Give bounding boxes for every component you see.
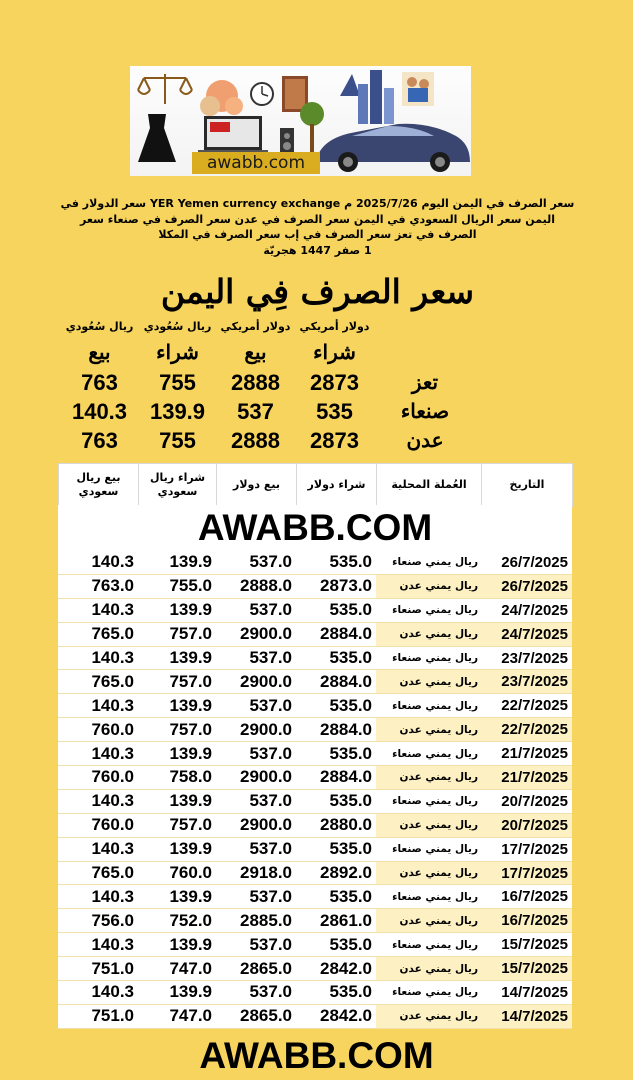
- hijri-date: 1 صفر 1447 هجريّة: [263, 243, 372, 257]
- table-row: [58, 789, 572, 813]
- summary-value: 763: [81, 428, 118, 453]
- summary-sub-sar-sell: بيع: [88, 340, 111, 364]
- cell-sar-buy: 757.0: [138, 718, 216, 742]
- table-row: [58, 766, 572, 790]
- cell-sar-sell: 760.0: [58, 718, 138, 742]
- summary-value: 139.9: [149, 399, 206, 424]
- table-row: [58, 598, 572, 622]
- cell-usd-sell: 537.0: [216, 551, 296, 574]
- cell-usd-sell: 537.0: [216, 646, 296, 670]
- table-row: [58, 981, 572, 1005]
- summary-city: عدن: [406, 428, 444, 452]
- summary-value: 2888: [231, 370, 280, 395]
- table-row: [58, 933, 572, 957]
- cell-usd-buy: 535.0: [296, 933, 376, 957]
- table-row: [58, 909, 572, 933]
- cell-date: 21/7/2025: [481, 742, 572, 766]
- cell-sar-buy: 757.0: [138, 670, 216, 694]
- cell-usd-buy: 535.0: [296, 837, 376, 861]
- cell-usd-sell: 537.0: [216, 981, 296, 1005]
- summary-header-usd-sell: دولار أمريكي: [220, 320, 291, 333]
- cell-sar-buy: 139.9: [138, 742, 216, 766]
- cell-sar-buy: 755.0: [138, 574, 216, 598]
- cell-usd-sell: 537.0: [216, 742, 296, 766]
- cell-date: 17/7/2025: [481, 837, 572, 861]
- watermark-top: AWABB.COM: [58, 505, 572, 551]
- cell-currency: ريال يمني عدن: [376, 957, 481, 981]
- cell-date: 20/7/2025: [481, 789, 572, 813]
- cell-usd-sell: 537.0: [216, 933, 296, 957]
- cell-usd-sell: 537.0: [216, 837, 296, 861]
- cell-date: 21/7/2025: [481, 766, 572, 790]
- cell-currency: ريال يمني صنعاء: [376, 694, 481, 718]
- cell-date: 20/7/2025: [481, 813, 572, 837]
- cell-currency: ريال يمني صنعاء: [376, 742, 481, 766]
- cell-sar-sell: 140.3: [58, 837, 138, 861]
- cell-sar-buy: 139.9: [138, 646, 216, 670]
- cell-usd-sell: 2900.0: [216, 766, 296, 790]
- cell-usd-buy: 2884.0: [296, 718, 376, 742]
- cell-usd-buy: 2873.0: [296, 574, 376, 598]
- cell-date: 26/7/2025: [481, 574, 572, 598]
- table-row: [58, 957, 572, 981]
- table-row: [58, 813, 572, 837]
- summary-value: 2873: [310, 370, 359, 395]
- cell-date: 15/7/2025: [481, 933, 572, 957]
- rates-table-header: [58, 463, 573, 507]
- cell-currency: ريال يمني صنعاء: [376, 789, 481, 813]
- summary-value: 537: [237, 399, 274, 424]
- intro-text: [60, 196, 575, 258]
- cell-sar-sell: 760.0: [58, 813, 138, 837]
- cell-currency: ريال يمني عدن: [376, 622, 481, 646]
- cell-usd-sell: 2865.0: [216, 957, 296, 981]
- cell-sar-sell: 765.0: [58, 622, 138, 646]
- cell-date: 24/7/2025: [481, 598, 572, 622]
- table-row: [58, 646, 572, 670]
- cell-date: 16/7/2025: [481, 909, 572, 933]
- summary-city: صنعاء: [400, 399, 450, 423]
- cell-date: 16/7/2025: [481, 885, 572, 909]
- cell-usd-buy: 2884.0: [296, 766, 376, 790]
- cell-sar-buy: 747.0: [138, 1004, 216, 1028]
- table-row: [58, 574, 572, 598]
- cell-usd-buy: 535.0: [296, 694, 376, 718]
- cell-usd-buy: 2892.0: [296, 861, 376, 885]
- cell-usd-sell: 2900.0: [216, 622, 296, 646]
- cell-sar-sell: 751.0: [58, 1004, 138, 1028]
- cell-usd-buy: 535.0: [296, 981, 376, 1005]
- cell-usd-sell: 2885.0: [216, 909, 296, 933]
- cell-date: 22/7/2025: [481, 694, 572, 718]
- cell-date: 24/7/2025: [481, 622, 572, 646]
- cell-usd-sell: 2865.0: [216, 1004, 296, 1028]
- cell-date: 22/7/2025: [481, 718, 572, 742]
- cell-sar-sell: 140.3: [58, 885, 138, 909]
- table-row: [58, 742, 572, 766]
- cell-sar-sell: 140.3: [58, 551, 138, 574]
- header-usd-buy: شراء دولار: [297, 464, 377, 507]
- header-date: التاريخ: [482, 464, 573, 507]
- header-usd-sell: بيع دولار: [217, 464, 297, 507]
- cell-date: 15/7/2025: [481, 957, 572, 981]
- summary-value: 2873: [310, 428, 359, 453]
- cell-sar-sell: 756.0: [58, 909, 138, 933]
- cell-sar-buy: 760.0: [138, 861, 216, 885]
- summary-row-aden: [0, 428, 633, 458]
- cell-date: 23/7/2025: [481, 646, 572, 670]
- cell-sar-sell: 140.3: [58, 742, 138, 766]
- cell-sar-buy: 757.0: [138, 622, 216, 646]
- cell-usd-buy: 2884.0: [296, 670, 376, 694]
- summary-header-usd-buy: دولار أمريكي: [299, 320, 370, 333]
- cell-usd-buy: 535.0: [296, 551, 376, 574]
- summary-sub-usd-sell: بيع: [244, 340, 267, 364]
- cell-usd-sell: 537.0: [216, 885, 296, 909]
- summary-header-sar-sell: ريال سُعُودي: [65, 320, 134, 333]
- summary-value: 535: [316, 399, 353, 424]
- cell-sar-buy: 139.9: [138, 885, 216, 909]
- header-sar-sell: بيع ريال سعودي: [59, 464, 139, 507]
- cell-sar-sell: 751.0: [58, 957, 138, 981]
- banner-image: [130, 66, 471, 176]
- cell-currency: ريال يمني عدن: [376, 766, 481, 790]
- cell-currency: ريال يمني صنعاء: [376, 885, 481, 909]
- cell-currency: ريال يمني صنعاء: [376, 551, 481, 574]
- cell-usd-sell: 2888.0: [216, 574, 296, 598]
- cell-sar-sell: 760.0: [58, 766, 138, 790]
- table-row: [58, 622, 572, 646]
- cell-sar-sell: 140.3: [58, 646, 138, 670]
- cell-usd-sell: 2900.0: [216, 813, 296, 837]
- cell-usd-buy: 2842.0: [296, 957, 376, 981]
- cell-sar-sell: 140.3: [58, 933, 138, 957]
- cell-sar-buy: 139.9: [138, 598, 216, 622]
- cell-date: 17/7/2025: [481, 861, 572, 885]
- table-row: [58, 670, 572, 694]
- cell-currency: ريال يمني صنعاء: [376, 933, 481, 957]
- cell-sar-sell: 140.3: [58, 981, 138, 1005]
- cell-currency: ريال يمني عدن: [376, 909, 481, 933]
- summary-value: 755: [159, 370, 196, 395]
- cell-currency: ريال يمني صنعاء: [376, 598, 481, 622]
- cell-usd-buy: 2884.0: [296, 622, 376, 646]
- rates-table-body: [58, 551, 572, 1028]
- cell-usd-buy: 535.0: [296, 789, 376, 813]
- cell-sar-buy: 747.0: [138, 957, 216, 981]
- table-row: [58, 837, 572, 861]
- cell-usd-buy: 2880.0: [296, 813, 376, 837]
- cell-currency: ريال يمني عدن: [376, 861, 481, 885]
- cell-sar-sell: 765.0: [58, 861, 138, 885]
- table-row: [58, 551, 572, 574]
- cell-currency: ريال يمني صنعاء: [376, 646, 481, 670]
- cell-usd-buy: 535.0: [296, 742, 376, 766]
- cell-date: 26/7/2025: [481, 551, 572, 574]
- summary-sub-sar-buy: شراء: [156, 340, 199, 364]
- cell-currency: ريال يمني عدن: [376, 718, 481, 742]
- table-row: [58, 694, 572, 718]
- table-row: [58, 718, 572, 742]
- cell-currency: ريال يمني عدن: [376, 813, 481, 837]
- cell-sar-buy: 139.9: [138, 694, 216, 718]
- table-row: [58, 861, 572, 885]
- cell-usd-sell: 537.0: [216, 694, 296, 718]
- cell-sar-buy: 139.9: [138, 981, 216, 1005]
- cell-date: 14/7/2025: [481, 1004, 572, 1028]
- summary-row-taiz: [0, 370, 633, 400]
- cell-usd-buy: 535.0: [296, 598, 376, 622]
- rates-table: [58, 551, 572, 1029]
- header-sar-buy: شراء ريال سعودي: [139, 464, 217, 507]
- cell-usd-buy: 2861.0: [296, 909, 376, 933]
- cell-sar-buy: 139.9: [138, 933, 216, 957]
- cell-usd-sell: 2918.0: [216, 861, 296, 885]
- intro-paragraph: سعر الصرف في اليمن اليوم 2025/7/26 م YER Yemen currency exchange سعر الدولار في اليمن سعر الريال السعودي في اليمن سعر الصرف في عدن سعر الصرف في صنعاء سعر الصرف في تعز سعر الصرف في إب سعر الصرف في المكلا: [60, 197, 575, 241]
- cell-sar-sell: 140.3: [58, 694, 138, 718]
- cell-sar-sell: 140.3: [58, 789, 138, 813]
- cell-usd-sell: 2900.0: [216, 670, 296, 694]
- summary-row-sanaa: [0, 399, 633, 429]
- cell-usd-sell: 537.0: [216, 598, 296, 622]
- summary-value: 140.3: [71, 399, 128, 424]
- summary-header-sar-buy: ريال سُعُودي: [143, 320, 212, 333]
- cell-date: 23/7/2025: [481, 670, 572, 694]
- table-row: [58, 1004, 572, 1028]
- summary-value: 763: [81, 370, 118, 395]
- summary-sub-usd-buy: شراء: [313, 340, 356, 364]
- cell-sar-buy: 758.0: [138, 766, 216, 790]
- cell-usd-sell: 537.0: [216, 789, 296, 813]
- cell-sar-buy: 139.9: [138, 837, 216, 861]
- cell-currency: ريال يمني صنعاء: [376, 981, 481, 1005]
- cell-currency: ريال يمني عدن: [376, 574, 481, 598]
- cell-sar-sell: 763.0: [58, 574, 138, 598]
- cell-usd-buy: 535.0: [296, 646, 376, 670]
- cell-sar-buy: 752.0: [138, 909, 216, 933]
- cell-date: 14/7/2025: [481, 981, 572, 1005]
- header-currency: العُملة المحلية: [377, 464, 482, 507]
- cell-currency: ريال يمني صنعاء: [376, 837, 481, 861]
- cell-currency: ريال يمني عدن: [376, 670, 481, 694]
- cell-currency: ريال يمني عدن: [376, 1004, 481, 1028]
- cell-sar-buy: 139.9: [138, 789, 216, 813]
- cell-usd-buy: 535.0: [296, 885, 376, 909]
- summary-value: 2888: [231, 428, 280, 453]
- summary-value: 755: [159, 428, 196, 453]
- cell-sar-buy: 757.0: [138, 813, 216, 837]
- page-title: سعر الصرف فِي اليمن: [160, 272, 475, 311]
- cell-usd-buy: 2842.0: [296, 1004, 376, 1028]
- cell-sar-buy: 139.9: [138, 551, 216, 574]
- summary-city: تعز: [411, 370, 439, 394]
- cell-sar-sell: 765.0: [58, 670, 138, 694]
- cell-sar-sell: 140.3: [58, 598, 138, 622]
- cell-usd-sell: 2900.0: [216, 718, 296, 742]
- table-row: [58, 885, 572, 909]
- watermark-bottom: AWABB.COM: [199, 1035, 434, 1076]
- banner-domain-label: awabb.com: [192, 152, 320, 174]
